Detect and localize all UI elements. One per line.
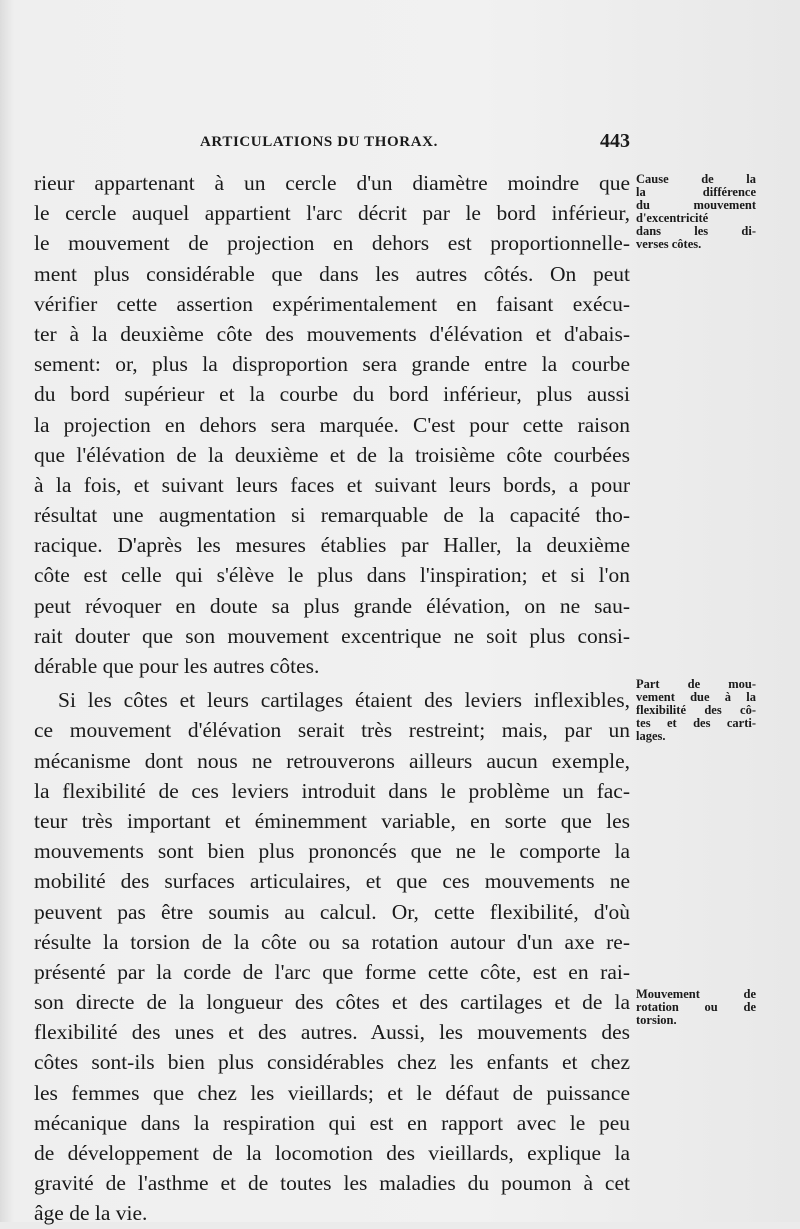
text-line: le cercle auquel appartient l'arc décrit par le bord inférieur,	[34, 201, 630, 226]
text-line: résulte la torsion de la côte ou sa rotation autour d'un axe re-	[34, 929, 630, 954]
text-line: racique. D'après les mesures établies par Haller, la deuxième	[34, 533, 630, 558]
text-line: la flexibilité de ces leviers introduit dans le problème un fac-	[34, 778, 630, 803]
margin-note-line: lages.	[636, 729, 666, 743]
margin-note-line: flexibilité des cô-	[636, 703, 756, 717]
margin-note-flexibility	[636, 678, 756, 743]
text-line: sement: or, plus la disproportion sera grande entre la courbe	[34, 352, 630, 377]
margin-note-line: rotation ou de	[636, 1000, 756, 1014]
text-line: âge de la vie.	[34, 1201, 148, 1226]
text-line: présenté par la corde de l'arc que forme cette côte, est en rai-	[34, 959, 630, 984]
margin-note-line: d'excentricité	[636, 211, 709, 225]
text-line: peuvent pas être soumis au calcul. Or, cette flexibilité, d'où	[34, 899, 630, 924]
margin-note-line: torsion.	[636, 1013, 677, 1027]
text-line: mobilité des surfaces articulaires, et que ces mouvements ne	[34, 869, 630, 894]
margin-note-rotation	[636, 988, 756, 1027]
margin-note-line: Mouvement de	[636, 987, 756, 1001]
text-line: de développement de la locomotion des vieillards, explique la	[34, 1141, 630, 1165]
text-line: dérable que pour les autres côtes.	[34, 654, 320, 678]
page-number: 443	[600, 130, 630, 152]
text-line: flexibilité des unes et des autres. Aussi, les mouvements des	[34, 1020, 630, 1045]
text-line: mécanisme dont nous ne retrouverons ailleurs aucun exemple,	[34, 748, 630, 773]
text-line: gravité de l'asthme et de toutes les maladies du poumon à cet	[34, 1171, 630, 1196]
text-line: son directe de la longueur des côtes et des cartilages et de la	[34, 990, 630, 1015]
margin-note-cause	[636, 173, 756, 251]
text-line: vérifier cette assertion expérimentalement en faisant exécu-	[34, 291, 630, 316]
margin-note-line: verses côtes.	[636, 237, 702, 251]
running-title: ARTICULATIONS DU THORAX.	[200, 134, 438, 150]
text-line: peut révoquer en doute sa plus grande élévation, on ne sau-	[34, 593, 630, 618]
text-line: du bord supérieur et la courbe du bord inférieur, plus aussi	[34, 382, 630, 407]
text-line: que l'élévation de la deuxième et de la troisième côte courbées	[34, 442, 630, 467]
margin-note-line: la différence	[636, 185, 756, 199]
text-line: ter à la deuxième côte des mouvements d'élévation et d'abais-	[34, 321, 630, 346]
text-line: teur très important et éminemment variable, en sorte que les	[34, 808, 630, 833]
text-line: les femmes que chez les vieillards; et le défaut de puissance	[34, 1080, 630, 1105]
margin-note-line: tes et des carti-	[636, 716, 756, 730]
text-line: rieur appartenant à un cercle d'un diamètre moindre que	[34, 171, 630, 195]
margin-note-line: Cause de la	[636, 172, 756, 186]
text-line: mécanique dans la respiration qui est en rapport avec le peu	[34, 1110, 630, 1135]
text-line: la projection en dehors sera marquée. C'est pour cette raison	[34, 412, 630, 437]
text-line: à la fois, et suivant leurs faces et suivant leurs bords, a pour	[34, 472, 630, 497]
margin-note-line: vement due à la	[636, 690, 756, 704]
text-line: Si les côtes et leurs cartilages étaient des leviers inflexibles,	[58, 688, 630, 713]
body-text	[34, 168, 630, 1229]
text-line: ment plus considérable que dans les autres côtés. On peut	[34, 261, 630, 286]
margin-note-line: dans les di-	[636, 224, 756, 238]
text-line: résultat une augmentation si remarquable de la capacité tho-	[34, 503, 630, 528]
paragraph-2	[34, 685, 630, 1228]
text-line: le mouvement de projection en dehors est proportionnelle-	[34, 231, 630, 256]
text-line: mouvements sont bien plus prononcés que ne le comporte la	[34, 839, 630, 864]
text-line: côtes sont-ils bien plus considérables chez les enfants et chez	[34, 1050, 630, 1075]
text-line: ce mouvement d'élévation serait très restreint; mais, par un	[34, 718, 630, 743]
text-line: rait douter que son mouvement excentrique ne soit plus consi-	[34, 623, 630, 648]
text-line: côte est celle qui s'élève le plus dans l'inspiration; et si l'on	[34, 563, 630, 588]
paragraph-1	[34, 168, 630, 681]
margin-note-line: Part de mou-	[636, 677, 756, 691]
margin-note-line: du mouvement	[636, 198, 756, 212]
